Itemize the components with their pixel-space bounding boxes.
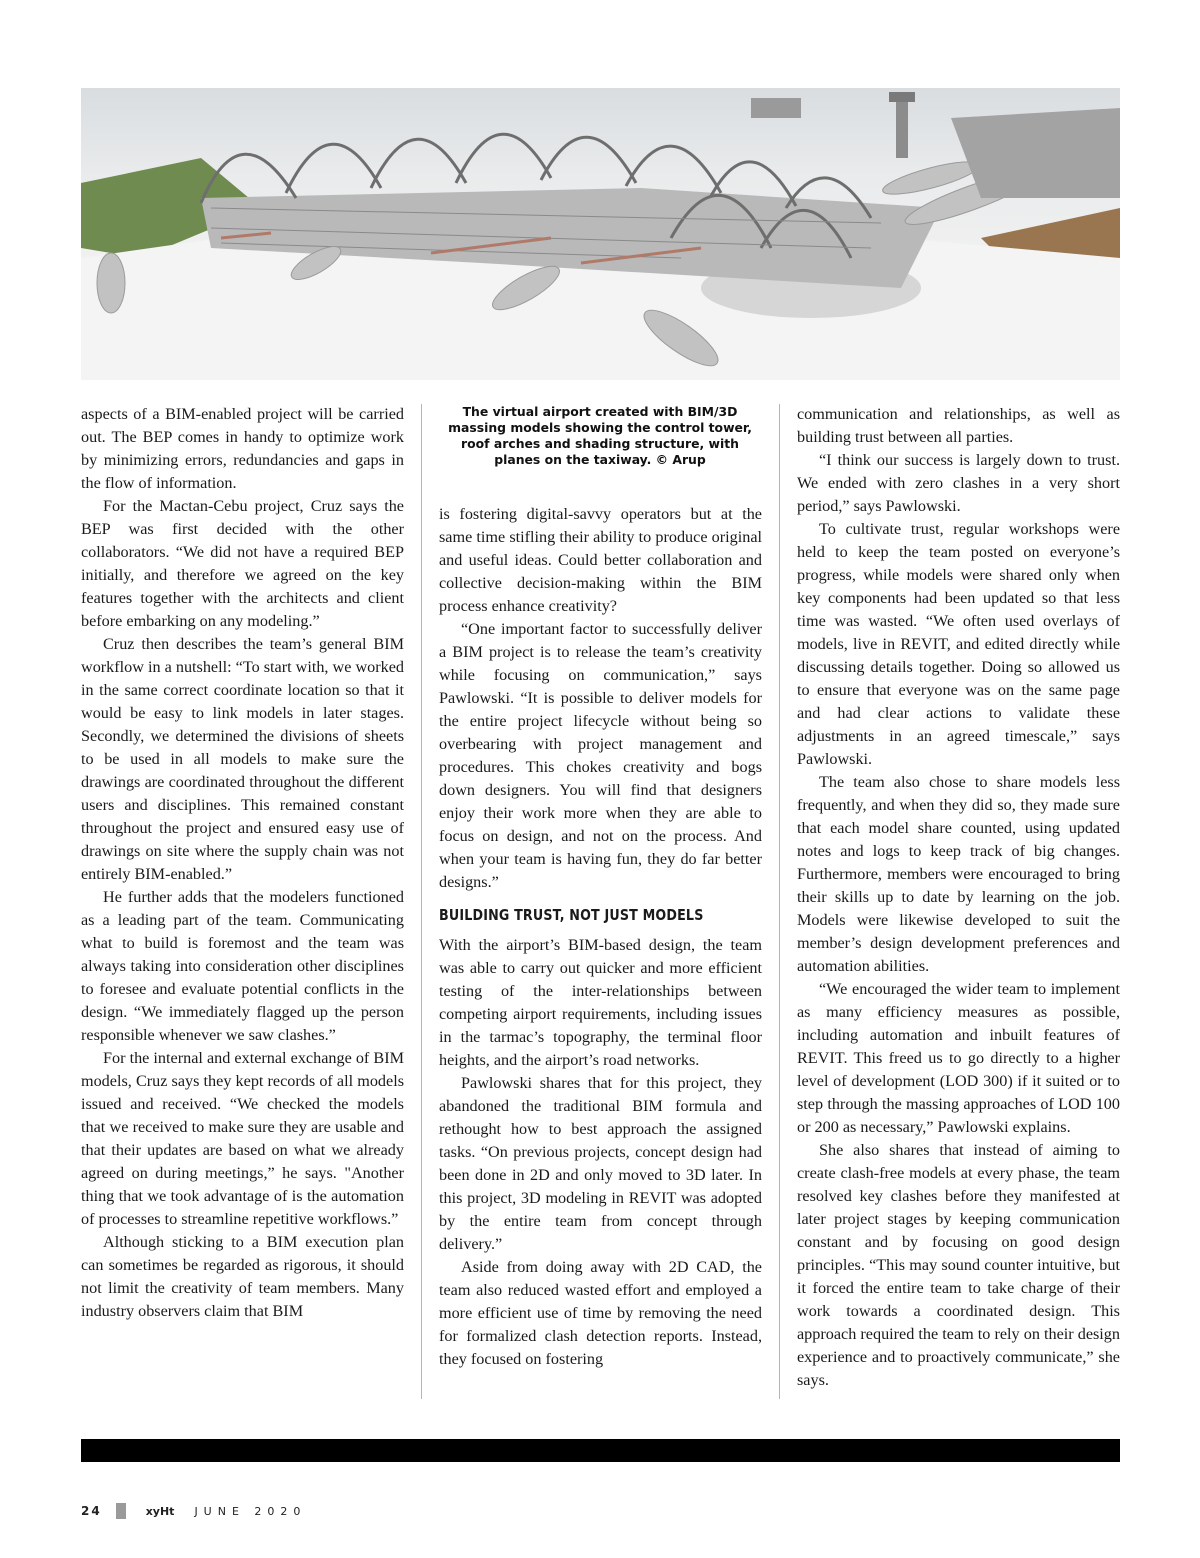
paragraph: Pawlowski shares that for this project, they abandoned the traditional BIM formula and rethought how to best approach the assigned tasks. “On previous projects, concept design had been done in 2D and only moved to 3D later. In this project, 3D modeling in REVIT was adopted by the entire team from concept through delivery.” [439,1074,762,1253]
paragraph: Although sticking to a BIM execution plan can sometimes be regarded as rigorous, it should not limit the creativity of team members. Many industry observers claim that BIM [81,1233,404,1320]
paragraph: “One important factor to successfully deliver a BIM project is to release the team’s creativity while focusing on communication,” says Pawlowski. “It is possible to deliver models for the entire project lifecycle without being so overbearing with project management and procedures. This chokes creativity and bogs down designers. You will find that designers enjoy their work more when they are able to focus on design, and not on the process. And when your team is having fun, they do far better designs.” [439,620,762,891]
airport-illustration [81,88,1120,380]
paragraph: Cruz then describes the team’s general BIM workflow in a nutshell: “To start with, we worked in the same correct coordinate location so that it would be easy to link models in later stages. Secondly, we determined the divisions of sheets to be used in all models to make sure the drawings are coordinated throughout the different users and disciplines. This remained constant throughout the project and ensured easy use of drawings on site where the supply chain was not entirely BIM-enabled.” [81,635,404,883]
article-column-2 [439,503,762,1371]
column-divider [421,404,422,1399]
magazine-name: xyHt [145,1504,175,1518]
control-tower-cab [889,92,915,102]
paragraph: Aside from doing away with 2D CAD, the team also reduced wasted effort and employed a more efficient use of time by removing the need for formalized clash detection reports. Instead, they focused on fostering [439,1258,762,1368]
image-caption: The virtual airport created with BIM/3D massing models showing the control tower, roof arches and shading structure, with planes on the taxiway. © Arup [448,404,752,467]
article-column-1 [81,403,404,1323]
control-tower [896,98,908,158]
paragraph: With the airport’s BIM-based design, the team was able to carry out quicker and more efficient testing of the inter-relationships between competing airport requirements, including issues in the tarmac’s topography, the terminal floor heights, and the airport’s road networks. [439,936,762,1069]
airport-3d-model-image [81,88,1120,380]
paragraph: communication and relationships, as well as building trust between all parties. [797,405,1120,446]
paragraph: is fostering digital-savvy operators but at the same time stifling their ability to produce original and useful ideas. Could better collaboration and collective decision-making within the BIM process enhance creativity? [439,505,762,615]
paragraph: aspects of a BIM-enabled project will be carried out. The BEP comes in handy to optimize work by minimizing errors, redundancies and gaps in the flow of information. [81,405,404,492]
footer-bar [81,1439,1120,1462]
paragraph: For the internal and external exchange of BIM models, Cruz says they kept records of all models issued and received. “We checked the models that we received to make sure they are usable and that their updates are based on what we already agreed on during meetings,” he says. "Another thing that we took advantage of is the automation of processes to streamline repetitive workflows.” [81,1049,404,1228]
aircraft [97,253,125,313]
paragraph: He further adds that the modelers functioned as a leading part of the team. Communicating what to build is foremost and the team was always taking into consideration other disciplines to foresee and evaluate potential conflicts in the design. “We immediately flagged up the person responsible whenever we saw clashes.” [81,888,404,1044]
paragraph: To cultivate trust, regular workshops were held to keep the team posted on everyone’s progress, while models were shared only when key components had been updated so that less time was wasted. “We often used overlays of models, live in REVIT, and edited directly while discussing details together. Doing so allowed us to ensure that everyone was on the same page and had clear actions to validate these adjustments in an agreed timescale,” says Pawlowski. [797,520,1120,768]
issue-date: JUNE 2020 [194,1504,307,1518]
building-block [751,98,801,118]
paragraph: She also shares that instead of aiming to create clash-free models at every phase, the team resolved key clashes before they manifested at later project stages by keeping communication constant and by focusing on good design principles. “This may sound counter intuitive, but it forced the entire team to take charge of their work towards a coordinated design. This approach required the team to rely on their design experience and to proactively communicate,” she says. [797,1141,1120,1389]
column-divider [779,404,780,1399]
paragraph: “I think our success is largely down to trust. We ended with zero clashes in a very short period,” says Pawlowski. [797,451,1120,515]
paragraph: The team also chose to share models less frequently, and when they did so, they made sure that each model share counted, using updated notes and logs to keep track of big changes. Furthermore, members were encouraged to bring their skills up to date by learning on the job. Models were likewise developed to suit the member’s design development preferences and automation abilities. [797,773,1120,975]
paragraph: For the Mactan-Cebu project, Cruz says the BEP was first decided with the other collaborators. “We did not have a required BEP initially, and therefore we agreed on the key features together with the architects and client before embarking on any modeling.” [81,497,404,630]
section-heading: BUILDING TRUST, NOT JUST MODELS [439,906,704,924]
folio-square-icon [116,1503,126,1519]
page-number: 24 [81,1504,102,1518]
background-buildings [951,108,1120,198]
page-footer [81,1502,306,1520]
paragraph: “We encouraged the wider team to implement as many efficiency measures as possible, including automation and inbuilt features of REVIT. This freed us to go directly to a higher level of development (LOD 300) if it suited or to step through the massing approaches of LOD 100 or 200 as necessary,” Pawlowski explains. [797,980,1120,1136]
article-column-3 [797,403,1120,1392]
